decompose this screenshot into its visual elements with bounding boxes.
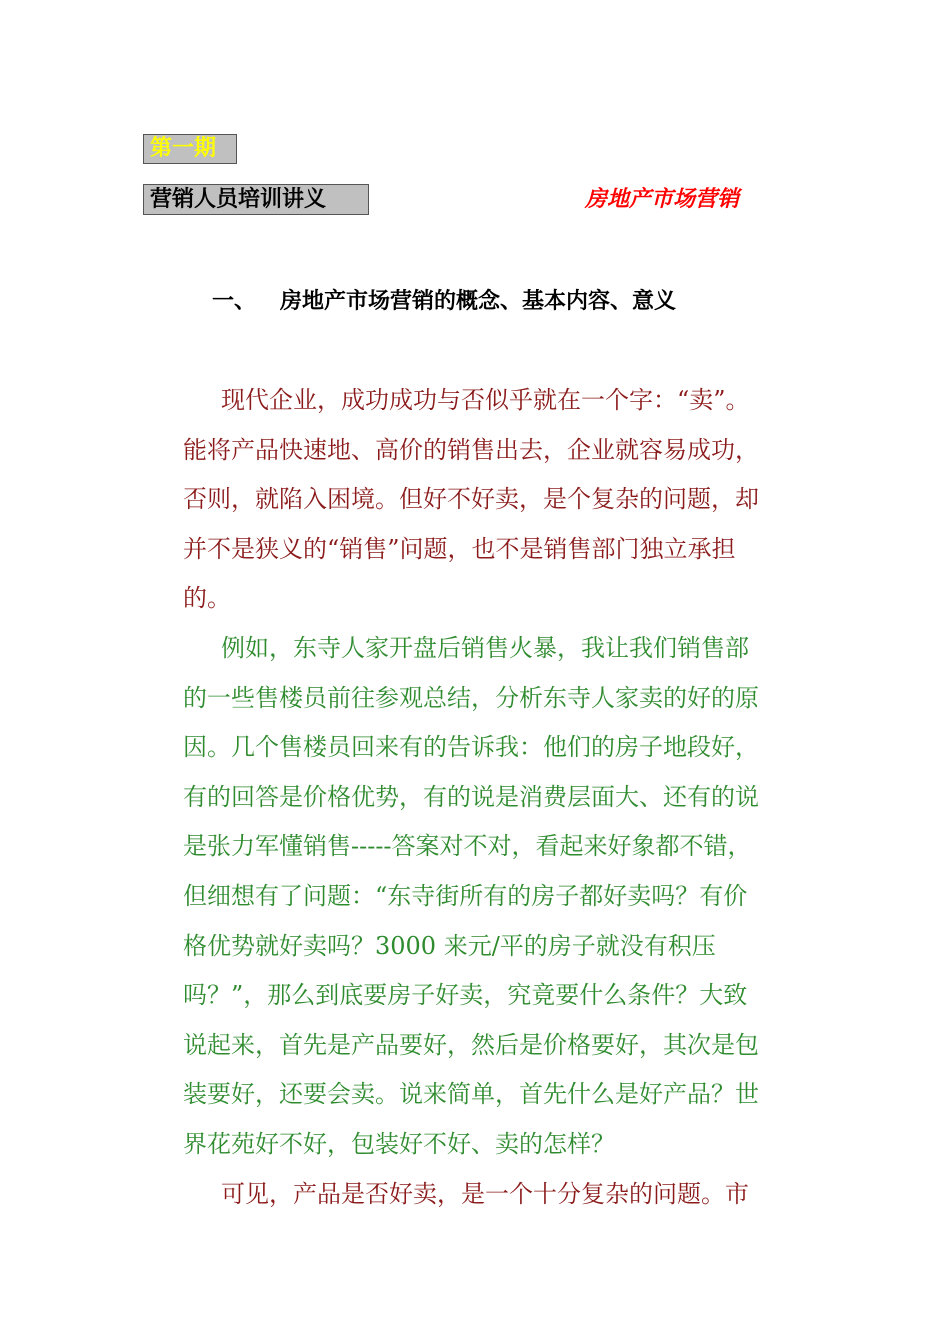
paragraph-line: 的。 (183, 584, 231, 613)
issue-label: 第一期 (143, 134, 237, 164)
course-label: 营销人员培训讲义 (143, 184, 369, 215)
paragraph-line: 现代企业，成功成功与否似乎就在一个字：“卖”。 (221, 386, 750, 414)
paragraph-line: 装要好，还要会卖。说来简单，首先什么是好产品？世 (183, 1080, 759, 1109)
paragraph-line: 格优势就好卖吗？3000 来元/平的房子就没有积压 (183, 931, 716, 960)
paragraph-line: 并不是狭义的“销售”问题，也不是销售部门独立承担 (183, 534, 736, 563)
paragraph-line: 的一些售楼员前往参观总结，分析东寺人家卖的好的原 (183, 683, 759, 712)
paragraph-line: 界花苑好不好，包装好不好、卖的怎样？ (183, 1129, 615, 1158)
paragraph-line: 能将产品快速地、高价的销售出去，企业就容易成功， (183, 435, 759, 464)
paragraph-line: 可见，产品是否好卖，是一个十分复杂的问题。市 (221, 1180, 749, 1208)
paragraph-line: 说起来，首先是产品要好，然后是价格要好，其次是包 (183, 1030, 759, 1059)
paragraph-line: 是张力军懂销售-----答案对不对，看起来好象都不错， (183, 832, 752, 861)
paragraph-intro (183, 376, 823, 624)
section-title: 房地产市场营销的概念、基本内容、意义 (280, 289, 677, 314)
paragraph-conclusion (183, 1170, 823, 1220)
paragraph-line: 有的回答是价格优势，有的说是消费层面大、还有的说 (183, 782, 759, 811)
section-heading (212, 286, 676, 318)
section-number: 一、 (212, 289, 257, 314)
paragraph-example (183, 624, 823, 1170)
paragraph-line: 吗？”，那么到底要房子好卖，究竟要什么条件？大致 (183, 981, 748, 1010)
topic-title: 房地产市场营销 (585, 187, 740, 212)
paragraph-line: 例如，东寺人家开盘后销售火暴，我让我们销售部 (221, 634, 749, 662)
paragraph-line: 但细想有了问题：“东寺街所有的房子都好卖吗？有价 (183, 881, 748, 910)
paragraph-line: 因。几个售楼员回来有的告诉我：他们的房子地段好， (183, 733, 759, 762)
paragraph-line: 否则，就陷入困境。但好不好卖，是个复杂的问题，却 (183, 485, 759, 514)
